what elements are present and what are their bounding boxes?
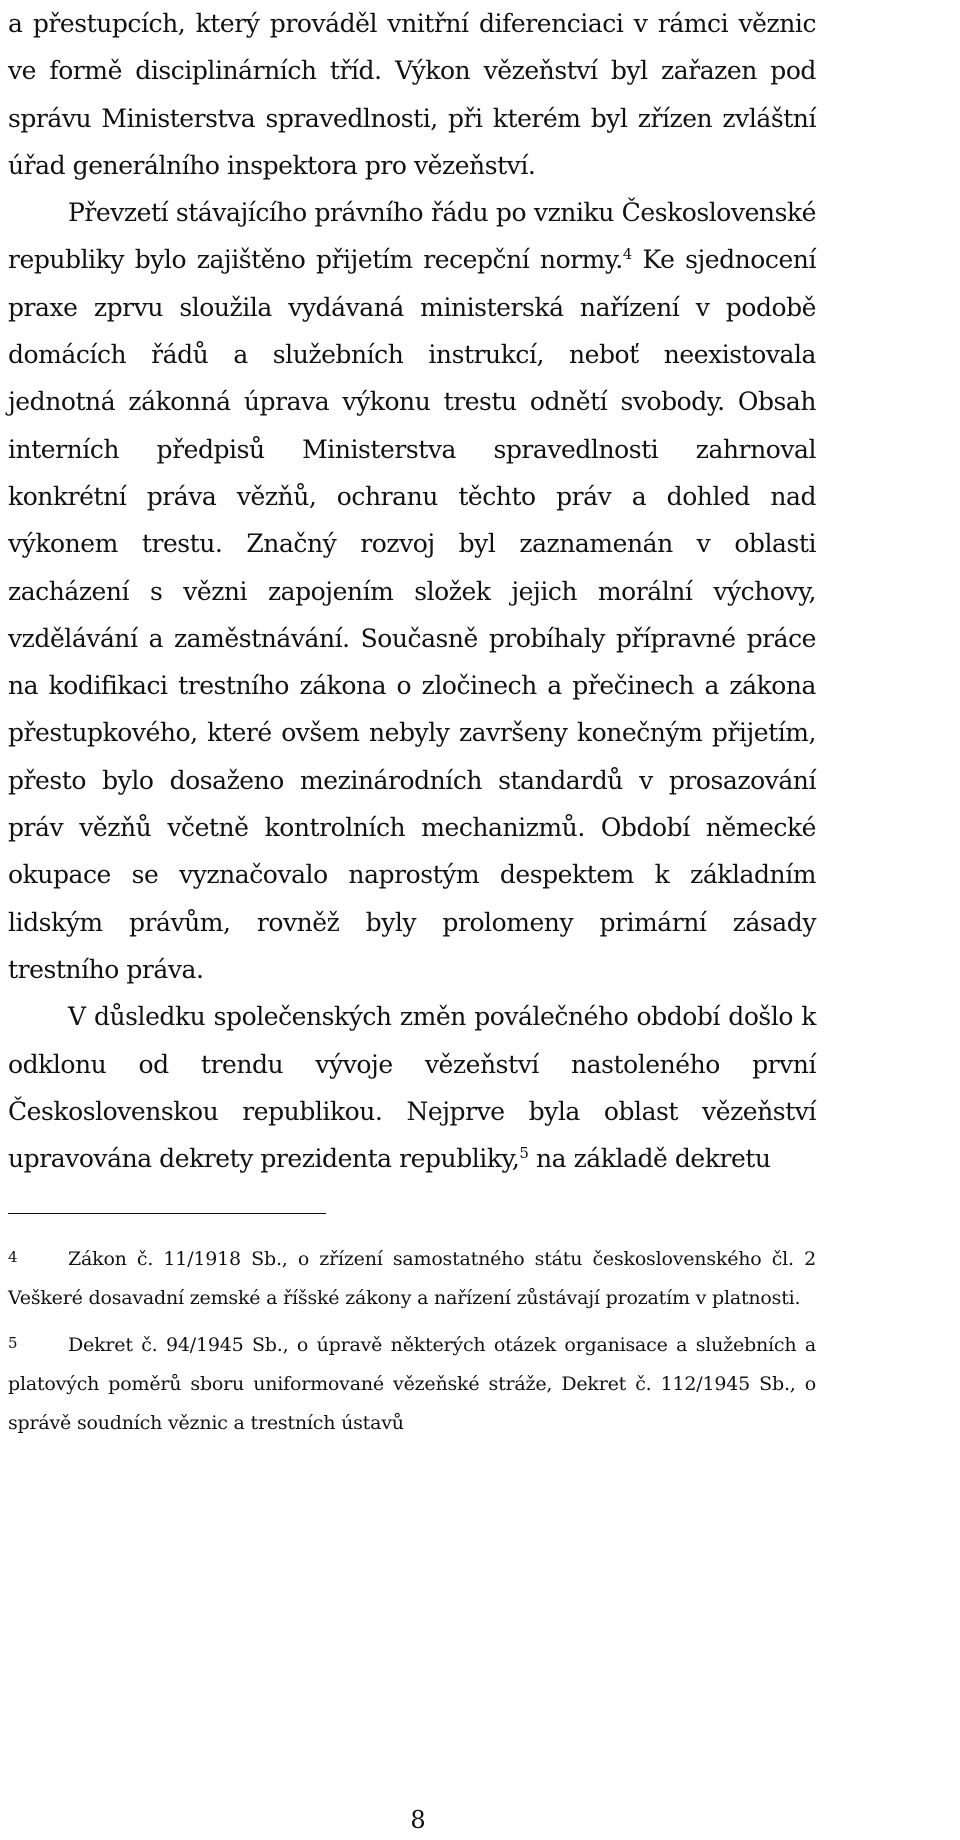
footnote-reference[interactable]: 5 [519,1144,529,1163]
footnote-text: Dekret č. 94/1945 Sb., o úpravě některých otázek organisace a služebních a platových poměrů sboru uniformované vězeňské stráže, Dekret č. 112/1945 Sb., o správě soudních věznic a trestních ústavů [8,1334,816,1434]
paragraph-text: V důsledku společenských změn poválečného období došlo k odklonu od trendu vývoje vězeňství nastoleného první Československou republikou. Nejprve byla oblast vězeňství upravována dekrety prezidenta republiky, [8,1002,816,1174]
page-number: 8 [410,1806,426,1834]
paragraph-text: na základě dekretu [528,1144,771,1174]
paragraph [8,0,816,189]
footnote-text: Zákon č. 11/1918 Sb., o zřízení samostatného státu československého čl. 2 Veškeré dosavadní zemské a říšské zákony a nařízení zůstávají prozatím v platnosti. [8,1248,816,1309]
footnote-reference[interactable]: 4 [622,245,632,264]
paragraph-text: a přestupcích, který prováděl vnitřní diferenciaci v rámci věznic ve formě disciplinárních tříd. Výkon vězeňství byl zařazen pod správu Ministerstva spravedlnosti, při kterém byl zřízen zvláštní úřad generálního inspektora pro vězeňství. [8,9,816,180]
paragraph-text: Ke sjednocení praxe zprvu sloužila vydávaná ministerská nařízení v podobě domácích řádů a služebních instrukcí, neboť neexistovala jednotná zákonná úprava výkonu trestu odnětí svobody. Obsah interních předpisů Ministerstva spravedlnosti zahrnoval konkrétní práva vězňů, ochranu těchto práv a dohled nad výkonem trestu. Značný rozvoj byl zaznamenán v oblasti zacházení s vězni zapojením složek jejich morální výchovy, vzdělávání a zaměstnávání. Současně probíhaly přípravné práce na kodifikaci trestního zákona o zločinech a přečinech a zákona přestupkového, které ovšem nebyly završeny konečným přijetím, přesto bylo dosaženo mezinárodních standardů v prosazování práv vězňů včetně kontrolních mechanizmů. Období německé okupace se vyznačovalo naprostým despektem k základním lidským právům, rovněž byly prolomeny primární zásady trestního práva. [8,245,816,984]
document-page [8,0,816,1840]
body-text [8,0,816,1182]
footnote-separator [8,1213,326,1214]
paragraph [8,993,816,1182]
footnote [8,1324,816,1443]
footnote [8,1238,816,1318]
footnote-number: 4 [8,1248,18,1266]
paragraph [8,189,816,993]
footnotes [8,1238,816,1449]
footnote-number: 5 [8,1334,18,1352]
paragraph-text: Převzetí stávajícího právního řádu po vzniku Československé republiky bylo zajištěno přijetím recepční normy. [8,198,816,275]
